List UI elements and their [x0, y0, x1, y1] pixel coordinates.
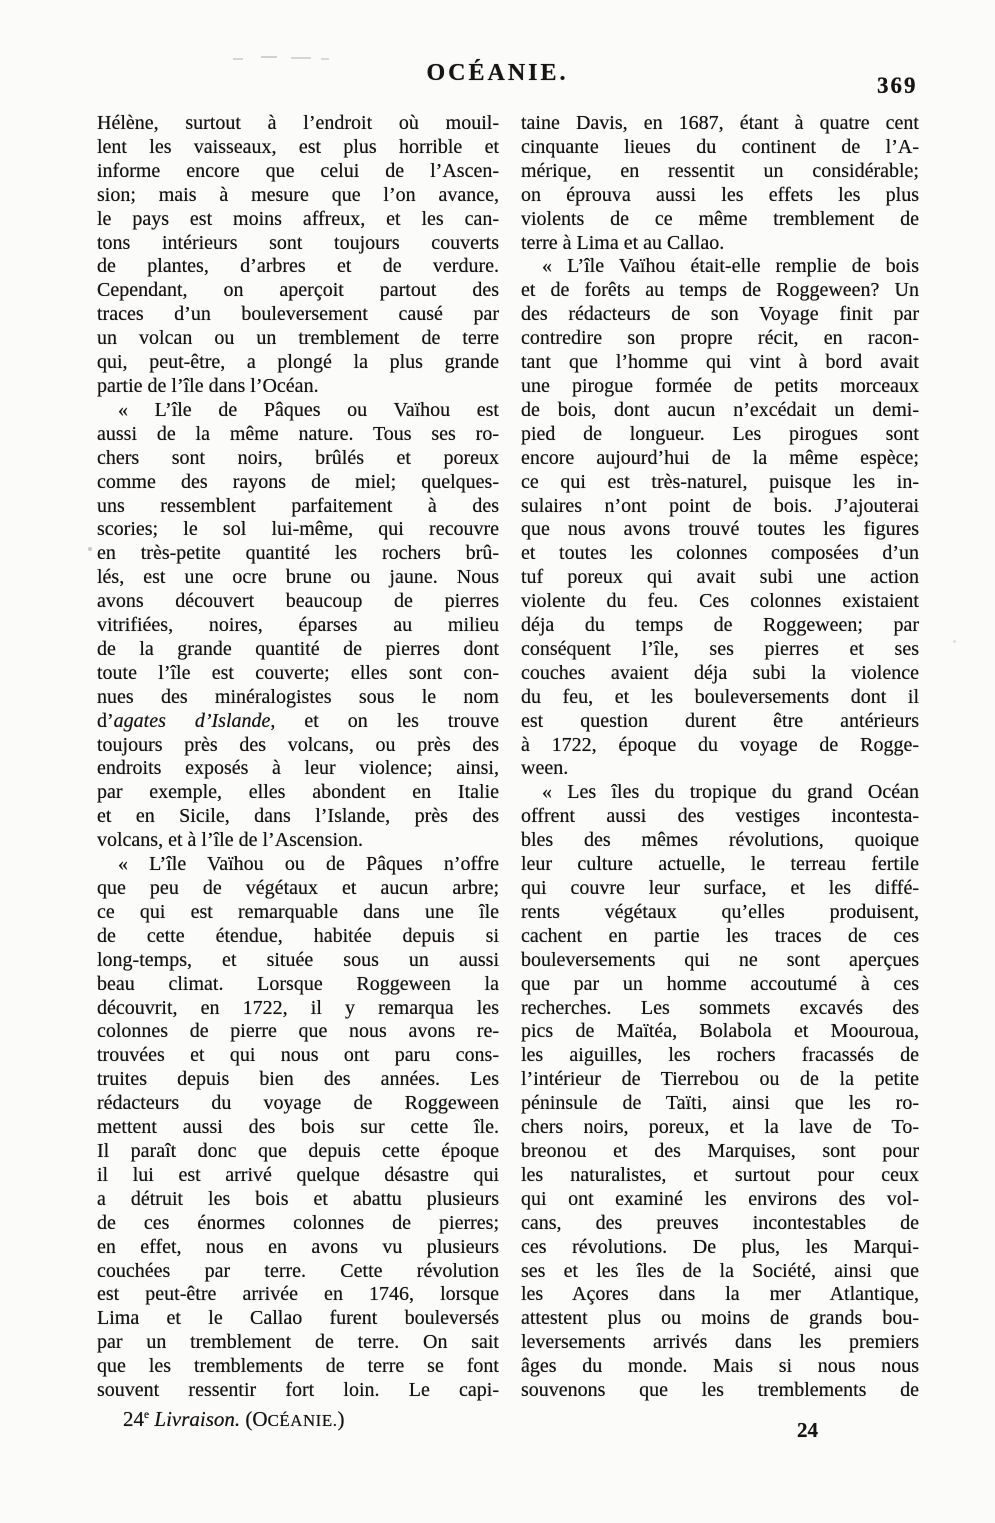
text-line: il lui est arrivé quelque désastre qui: [97, 1163, 499, 1186]
text-line: l’intérieur de Tierrebou ou de la petite: [521, 1068, 919, 1091]
text-line: « Les îles du tropique du grand Océan: [542, 781, 919, 804]
text-line: du feu, et les bouleversements dont il: [521, 685, 919, 708]
text-line: en très-petite quantité les rochers brû-: [97, 542, 499, 565]
text-line: Hélène, surtout à l’endroit où mouil-: [97, 112, 499, 134]
text-line: leversements arrivés dans les premiers: [521, 1331, 919, 1354]
text-line: une pirogue formée de petits morceaux: [521, 374, 919, 397]
text-line: violents de ce même tremblement de: [521, 207, 919, 230]
footer-page-mark: 24: [797, 1418, 818, 1442]
text-fragment: ): [337, 1407, 345, 1431]
text-line: bouleversements qui ne sont aperçues: [521, 948, 919, 971]
text-line: a détruit les bois et abattu plusieurs: [97, 1187, 499, 1210]
text-line: comme des rayons de miel; quelques-: [97, 470, 499, 493]
text-line: un volcan ou un tremblement de terre: [97, 327, 499, 350]
text-line: de ces énormes colonnes de pierres;: [97, 1211, 499, 1234]
text-line: volcans, et à l’île de l’Ascension.: [97, 829, 364, 852]
text-line: des rédacteurs de son Voyage finit par: [521, 303, 919, 326]
text-line: scories; le sol lui-même, qui recouvre: [97, 518, 499, 541]
text-line: cachent en partie les traces de ces: [521, 924, 919, 947]
text-line: cinquante lieues du continent de l’A-: [521, 135, 919, 158]
text-line: tons intérieurs sont toujours couverts: [97, 231, 499, 254]
text-line: chers noirs, poreux, et la lave de To-: [521, 1116, 919, 1139]
scan-artifact: [88, 547, 92, 551]
text-line: en effet, nous en avons vu plusieurs: [97, 1235, 499, 1258]
text-line: ce qui est remarquable dans une île: [97, 900, 499, 923]
scan-artifact: [291, 57, 311, 59]
text-line: ces révolutions. De plus, les Marqui-: [521, 1235, 919, 1258]
text-line: recherches. Les sommets excavés des: [521, 996, 919, 1019]
text-line: encore aujourd’hui de la même espèce;: [521, 446, 919, 469]
text-line: « L’île Vaïhou ou de Pâques n’offre: [118, 853, 499, 876]
text-line: que les tremblements de terre se font: [97, 1355, 499, 1378]
page-number: 369: [877, 73, 918, 98]
text-line: violente du feu. Ces colonnes existaient: [521, 590, 919, 613]
text-fragment: CÉANIE.: [267, 1411, 338, 1430]
text-line: rents végétaux qu’elles produisent,: [521, 900, 919, 923]
text-line: que nous avons trouvé toutes les figures: [521, 518, 919, 541]
text-line: par un tremblement de terre. On sait: [97, 1331, 499, 1354]
text-line: péninsule de Taïti, ainsi que les ro-: [521, 1092, 919, 1115]
text-line: les naturalistes, et surtout pour ceux: [521, 1163, 919, 1186]
text-line: et toutes les colonnes composées d’un: [521, 542, 919, 565]
text-line: Cependant, on aperçoit partout des: [97, 279, 499, 302]
text-line: sion; mais à mesure que l’on avance,: [97, 183, 499, 206]
text-line: breonou et des Marquises, sont pour: [521, 1139, 919, 1162]
text-line: mérique, en ressentit un considérable;: [521, 159, 919, 182]
text-line: bles des mêmes révolutions, quoique: [521, 829, 919, 852]
text-line: est question durent être antérieurs: [521, 709, 919, 732]
text-line: aussi de la même nature. Tous ses ro-: [97, 422, 499, 445]
text-line: attestent plus ou moins de grands bou-: [521, 1307, 919, 1330]
text-line: par exemple, elles abondent en Italie: [97, 781, 499, 804]
text-line: et en Sicile, dans l’Islande, près des: [97, 805, 499, 828]
text-line: déja du temps de Roggeween; par: [521, 614, 919, 637]
text-line: informe encore que celui de l’Ascen-: [97, 159, 499, 182]
text-fragment: agates d’Islande: [113, 709, 271, 732]
text-line: ses et les îles de la Société, ainsi que: [521, 1259, 919, 1282]
text-line: chers sont noirs, brûlés et poreux: [97, 446, 499, 469]
text-line: on éprouva aussi les effets les plus: [521, 183, 919, 206]
text-fragment: , et on les trouve: [270, 709, 499, 732]
text-line: partie de l’île dans l’Océan.: [97, 374, 319, 397]
running-title: OCÉANIE.: [426, 60, 569, 86]
text-fragment: d’: [97, 709, 114, 732]
text-line: que peu de végétaux et aucun arbre;: [97, 877, 499, 899]
text-line: beau climat. Lorsque Roggeween la: [97, 972, 499, 995]
text-line: à 1722, époque du voyage de Rogge-: [521, 733, 919, 756]
text-column-right: [521, 112, 919, 1403]
text-line: long-temps, et située sous un aussi: [97, 948, 499, 971]
text-line: est peut-être arrivée en 1746, lorsque: [97, 1283, 499, 1306]
text-line: vitrifiées, noires, éparses au milieu: [97, 614, 499, 637]
text-line: le pays est moins affreux, et les can-: [97, 207, 499, 230]
text-line: uns ressemblent parfaitement à des: [97, 494, 499, 517]
text-line: toujours près des volcans, ou près des: [97, 733, 499, 756]
text-column-left: [97, 112, 499, 1403]
text-line: ce qui est très-naturel, puisque les in-: [521, 470, 919, 493]
text-line: que par un homme accoutumé à ces: [521, 972, 919, 995]
text-line: de bois, dont aucun n’excédait un demi-: [521, 398, 919, 421]
text-line: découvrit, en 1722, il y remarqua les: [97, 996, 499, 1019]
text-line: lés, est une ocre brune ou jaune. Nous: [97, 566, 499, 589]
text-line: tuf poreux qui avait subi une action: [521, 566, 919, 589]
text-line: Il paraît donc que depuis cette époque: [97, 1139, 499, 1162]
scan-artifact: [953, 640, 956, 643]
text-line: Lima et le Callao furent bouleversés: [97, 1307, 499, 1330]
text-line: de plantes, d’arbres et de verdure.: [97, 255, 499, 278]
text-fragment: (: [240, 1407, 253, 1431]
text-line: et de forêts au temps de Roggeween? Un: [521, 279, 919, 302]
text-line: pics de Maïtéa, Bolabola et Moouroua,: [521, 1020, 919, 1043]
text-line: [97, 710, 499, 734]
scan-artifact: [321, 58, 329, 60]
text-line: rédacteurs du voyage de Roggeween: [97, 1092, 499, 1115]
text-line: contredire son propre récit, en racon-: [521, 327, 919, 350]
text-line: « L’île de Pâques ou Vaïhou est: [118, 398, 499, 421]
text-line: tant que l’homme qui vint à bord avait: [521, 351, 919, 374]
text-line: lent les vaisseaux, est plus horrible et: [97, 135, 499, 158]
text-line: âges du monde. Mais si nous nous: [521, 1355, 919, 1378]
text-line: endroits exposés à leur violence; ainsi,: [97, 757, 499, 780]
text-line: leur culture actuelle, le terreau fertile: [521, 853, 919, 876]
text-fragment: e: [144, 1409, 150, 1421]
text-line: les Açores dans la mer Atlantique,: [521, 1283, 919, 1306]
text-line: avons découvert beaucoup de pierres: [97, 590, 499, 613]
text-line: toute l’île est couverte; elles sont con-: [97, 661, 499, 684]
scan-artifact: [261, 56, 277, 58]
text-line: mettent aussi des bois sur cette île.: [97, 1116, 499, 1139]
text-line: couches avaient déja subi la violence: [521, 661, 919, 684]
text-line: conséquent l’île, ses pierres et ses: [521, 637, 919, 660]
text-fragment: O: [252, 1407, 268, 1431]
text-line: traces d’un bouleversement causé par: [97, 303, 499, 326]
text-line: « L’île Vaïhou était-elle remplie de bois: [542, 255, 919, 278]
text-line: pied de longueur. Les pirogues sont: [521, 422, 919, 445]
text-line: souvent ressentir fort loin. Le capi-: [97, 1379, 499, 1402]
text-line: offrent aussi des vestiges incontesta-: [521, 805, 919, 828]
text-line: de cette étendue, habitée depuis si: [97, 924, 499, 947]
text-line: les aiguilles, les rochers fracassés de: [521, 1044, 919, 1067]
text-line: couchées par terre. Cette révolution: [97, 1259, 499, 1282]
text-line: sulaires n’ont point de bois. J’ajouterai: [521, 494, 919, 517]
text-line: truites depuis bien des années. Les: [97, 1068, 499, 1091]
text-line: terre à Lima et au Callao.: [521, 231, 725, 254]
text-line: qui ont examiné les environs des vol-: [521, 1187, 919, 1210]
text-line: ween.: [521, 757, 569, 780]
text-line: nues des minéralogistes sous le nom: [97, 685, 499, 708]
scan-artifact: [233, 58, 243, 60]
text-line: qui couvre leur surface, et les diffé-: [521, 877, 919, 899]
text-line: trouvées et qui nous ont paru cons-: [97, 1044, 499, 1067]
text-line: qui, peut-être, a plongé la plus grande: [97, 351, 499, 374]
text-line: souvenons que les tremblements de: [521, 1379, 919, 1402]
text-line: colonnes de pierre que nous avons re-: [97, 1020, 499, 1043]
text-line: cans, des preuves incontestables de: [521, 1211, 919, 1234]
text-fragment: Livraison.: [154, 1407, 241, 1431]
text-line: de la grande quantité de pierres dont: [97, 637, 499, 660]
footer-signature: [123, 1407, 345, 1432]
text-line: taine Davis, en 1687, étant à quatre cent: [521, 112, 919, 134]
text-fragment: 24: [123, 1407, 144, 1431]
